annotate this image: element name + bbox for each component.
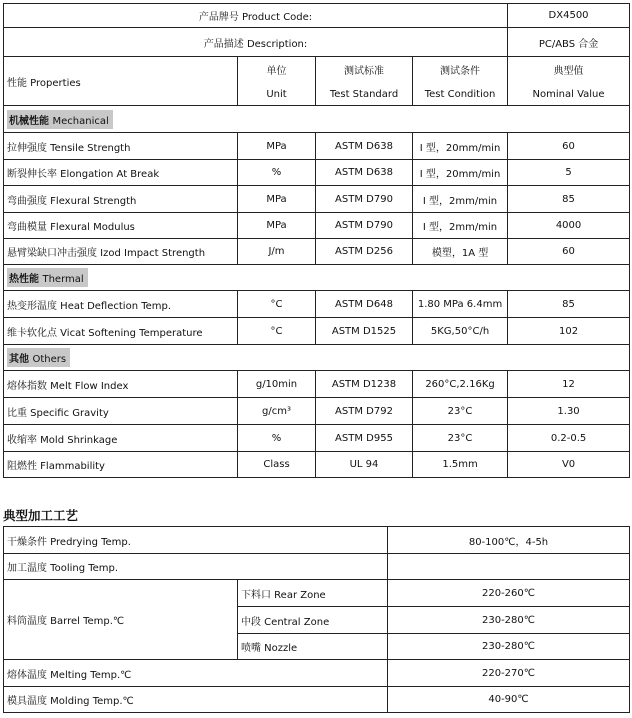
property-condition: I 型，2mm/min xyxy=(413,186,508,213)
description-label: 产品描述 Description: xyxy=(4,28,508,57)
description-value: PC/ABS 合金 xyxy=(508,28,630,57)
property-name: 拉伸强度 Tensile Strength xyxy=(4,133,238,160)
property-value: 5 xyxy=(508,160,630,186)
property-standard: ASTM D256 xyxy=(316,239,413,265)
header-standard-cn: 测试标准 xyxy=(344,66,384,77)
header-value-cn: 典型值 xyxy=(553,66,584,77)
property-name: 断裂伸长率 Elongation At Break xyxy=(4,160,238,186)
property-unit: g/10min xyxy=(238,371,316,398)
property-standard: UL 94 xyxy=(316,452,413,478)
process-row xyxy=(4,554,630,580)
property-row xyxy=(4,133,630,160)
property-value: 4000 xyxy=(508,213,630,239)
header-property: 性能 Properties xyxy=(4,57,238,106)
molding-label: 模具温度 Molding Temp.℃ xyxy=(4,687,388,713)
melting-label: 熔体温度 Melting Temp.℃ xyxy=(4,660,388,687)
property-value: 60 xyxy=(508,239,630,265)
process-row xyxy=(4,527,630,554)
property-condition: I 型，20mm/min xyxy=(413,160,508,186)
section-mechanical xyxy=(4,106,630,133)
property-name: 悬臂梁缺口冲击强度 Izod Impact Strength xyxy=(4,239,238,265)
property-value: 0.2-0.5 xyxy=(508,425,630,452)
central-zone-label: 中段 Central Zone xyxy=(238,607,388,634)
barrel-label: 料筒温度 Barrel Temp.℃ xyxy=(4,580,238,660)
header-standard xyxy=(316,57,413,106)
header-standard-en: Test Standard xyxy=(329,89,399,100)
property-standard: ASTM D955 xyxy=(316,425,413,452)
header-row xyxy=(4,57,630,106)
header-condition xyxy=(413,57,508,106)
section-label xyxy=(7,110,113,129)
property-value: 85 xyxy=(508,186,630,213)
process-row xyxy=(4,580,630,607)
tooling-value xyxy=(388,554,630,580)
nozzle-label: 喷嘴 Nozzle xyxy=(238,634,388,660)
property-standard: ASTM D1238 xyxy=(316,371,413,398)
property-condition: 1.5mm xyxy=(413,452,508,478)
property-name: 弯曲强度 Flexural Strength xyxy=(4,186,238,213)
property-row xyxy=(4,186,630,213)
property-standard: ASTM D638 xyxy=(316,133,413,160)
section-label xyxy=(7,348,70,367)
header-condition-cn: 测试条件 xyxy=(440,66,481,77)
nozzle-value: 230-280℃ xyxy=(388,634,630,660)
property-row xyxy=(4,160,630,186)
property-name: 比重 Specific Gravity xyxy=(4,398,238,425)
molding-value: 40-90℃ xyxy=(388,687,630,713)
property-name: 阻燃性 Flammability xyxy=(4,452,238,478)
property-condition: 23°C xyxy=(413,425,508,452)
section-label xyxy=(7,268,88,287)
tooling-label: 加工温度 Tooling Temp. xyxy=(4,554,388,580)
property-name: 维卡软化点 Vicat Softening Temperature xyxy=(4,318,238,345)
property-unit: °C xyxy=(238,291,316,318)
section-label-cn: 其他 xyxy=(9,354,29,365)
header-unit xyxy=(238,57,316,106)
predrying-label: 干燥条件 Predrying Temp. xyxy=(4,527,388,554)
property-row xyxy=(4,213,630,239)
section-others xyxy=(4,345,630,371)
property-standard: ASTM D790 xyxy=(316,213,413,239)
property-standard: ASTM D638 xyxy=(316,160,413,186)
section-label-cn: 机械性能 xyxy=(9,115,49,127)
property-standard: ASTM D648 xyxy=(316,291,413,318)
property-unit: g/cm³ xyxy=(238,398,316,425)
section-label-en: Thermal xyxy=(42,274,84,285)
process-table xyxy=(3,526,630,713)
header-value xyxy=(508,57,630,106)
property-condition: 模塑，1A 型 xyxy=(413,239,508,265)
property-value: 102 xyxy=(508,318,630,345)
property-unit: MPa xyxy=(238,213,316,239)
property-value: 85 xyxy=(508,291,630,318)
product-code-value: DX4500 xyxy=(508,4,630,28)
section-label-en: Mechanical xyxy=(52,115,109,127)
header-unit-en: Unit xyxy=(266,89,287,100)
property-row xyxy=(4,398,630,425)
property-unit: °C xyxy=(238,318,316,345)
section-label-cn: 热性能 xyxy=(9,274,39,285)
property-value: 12 xyxy=(508,371,630,398)
property-unit: % xyxy=(238,160,316,186)
predrying-value: 80-100℃，4-5h xyxy=(388,527,630,554)
rear-zone-value: 220-260℃ xyxy=(388,580,630,607)
process-row xyxy=(4,660,630,687)
property-name: 熔体指数 Melt Flow Index xyxy=(4,371,238,398)
property-row xyxy=(4,371,630,398)
property-unit: Class xyxy=(238,452,316,478)
property-condition: 23°C xyxy=(413,398,508,425)
property-standard: ASTM D790 xyxy=(316,186,413,213)
property-condition: I 型，2mm/min xyxy=(413,213,508,239)
process-title: 典型加工工艺 xyxy=(3,508,79,523)
property-row xyxy=(4,291,630,318)
property-unit: J/m xyxy=(238,239,316,265)
process-row xyxy=(4,687,630,713)
property-row xyxy=(4,425,630,452)
product-code-label: 产品牌号 Product Code: xyxy=(4,4,508,28)
property-name: 热变形温度 Heat Deflection Temp. xyxy=(4,291,238,318)
header-value-en: Nominal Value xyxy=(532,89,605,100)
section-label-en: Others xyxy=(32,354,67,365)
property-standard: ASTM D1525 xyxy=(316,318,413,345)
property-row xyxy=(4,239,630,265)
property-unit: % xyxy=(238,425,316,452)
property-value: 1.30 xyxy=(508,398,630,425)
section-thermal xyxy=(4,265,630,291)
property-name: 收缩率 Mold Shrinkage xyxy=(4,425,238,452)
property-standard: ASTM D792 xyxy=(316,398,413,425)
header-condition-en: Test Condition xyxy=(424,89,496,100)
property-unit: MPa xyxy=(238,186,316,213)
central-zone-value: 230-280℃ xyxy=(388,607,630,634)
property-condition: 260°C,2.16Kg xyxy=(413,371,508,398)
property-condition: I 型，20mm/min xyxy=(413,133,508,160)
property-value: V0 xyxy=(508,452,630,478)
property-table xyxy=(3,3,630,478)
header-unit-cn: 单位 xyxy=(266,66,287,77)
property-condition: 1.80 MPa 6.4mm xyxy=(413,291,508,318)
melting-value: 220-270℃ xyxy=(388,660,630,687)
property-name: 弯曲模量 Flexural Modulus xyxy=(4,213,238,239)
property-condition: 5KG,50°C/h xyxy=(413,318,508,345)
property-value: 60 xyxy=(508,133,630,160)
property-row xyxy=(4,318,630,345)
rear-zone-label: 下料口 Rear Zone xyxy=(238,580,388,607)
property-unit: MPa xyxy=(238,133,316,160)
property-row xyxy=(4,452,630,478)
